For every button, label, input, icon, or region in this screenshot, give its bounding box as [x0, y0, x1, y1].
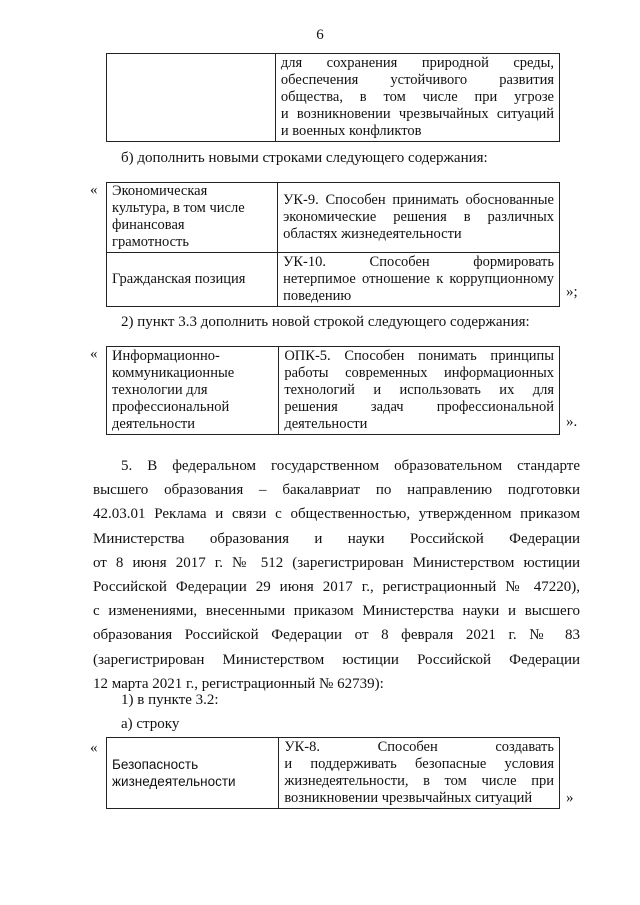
text-line: от 8 июня 2017 г. № 512 (зарегистрирован Министерством юстиции [93, 554, 580, 571]
cell-line: Гражданская позиция [112, 271, 246, 287]
paragraph-b: б) дополнить новыми строками следующего содержания: [121, 150, 488, 166]
close-quote: » [566, 790, 574, 806]
text-line: с изменениями, внесенными приказом Министерства науки и высшего [93, 603, 580, 620]
cell-line: Экономическая [112, 183, 208, 199]
cell-line: возникновении чрезвычайных ситуаций [284, 790, 533, 806]
table-cell-right [278, 183, 560, 253]
table-row [107, 183, 560, 253]
cell-line: технологий и использовать их для [284, 382, 554, 398]
cell-line: профессиональной [112, 399, 230, 415]
open-quote: « [90, 182, 98, 198]
cell-line: УК-9. Способен принимать обоснованные [283, 192, 554, 208]
cell-line: грамотность [112, 234, 189, 250]
cell-line: жизнедеятельности [112, 774, 236, 789]
cell-line: Безопасность [112, 757, 199, 772]
table-b [106, 182, 560, 307]
cell-line: и возникновении чрезвычайных ситуаций [280, 106, 554, 122]
text-line: высшего образования – бакалавриат по направлению подготовки [93, 482, 580, 499]
table-cell-right [278, 253, 560, 307]
cell-line: жизнедеятельности, в том числе при [284, 773, 554, 789]
cell-line: технологии для [112, 382, 208, 398]
text-line: 12 марта 2021 г., регистрационный № 62739): [93, 675, 384, 692]
cell-line: и поддерживать безопасные условия [284, 756, 554, 772]
cell-line: УК-8. Способен создавать [284, 739, 554, 755]
text-line: (зарегистрирован Министерством юстиции Российской Федерации [93, 651, 580, 668]
table-cell-right [275, 54, 559, 142]
cell-line: нетерпимое отношение к коррупционному [283, 271, 554, 287]
table-cell-left [107, 347, 279, 435]
cell-line: деятельности [112, 416, 196, 432]
cell-line: областях жизнедеятельности [283, 226, 462, 242]
cell-line: ОПК-5. Способен понимать принципы [284, 348, 554, 364]
table-cell-left [107, 253, 278, 307]
table-row [107, 347, 560, 435]
text-line: образования Российской Федерации от 8 февраля 2021 г. № 83 [93, 627, 580, 644]
cell-line: обеспечения устойчивого развития [280, 72, 554, 88]
open-quote: « [90, 740, 98, 756]
table-cell-empty [107, 54, 276, 142]
cell-line: поведению [283, 288, 352, 304]
item-a: а) строку [121, 716, 180, 732]
cell-line: общества, в том числе при угрозе [280, 89, 554, 105]
cell-line: экономические решения в различных [283, 209, 554, 225]
text-line: Министерства образования и науки Российской Федерации [93, 530, 580, 547]
table-row [107, 738, 560, 809]
cell-line: работы современных информационных [284, 365, 554, 381]
section-5-paragraph [93, 454, 580, 696]
text-line: 5. В федеральном государственном образовательном стандарте [121, 458, 580, 474]
cell-line: УК-10. Способен формировать [283, 254, 554, 270]
cell-line: культура, в том числе [112, 200, 245, 216]
table-2 [106, 346, 560, 435]
cell-line: решения задач профессиональной [284, 399, 554, 415]
page-number: 6 [316, 27, 324, 43]
cell-line: и военных конфликтов [280, 123, 422, 139]
table-row [107, 253, 560, 307]
table-cell-left [107, 738, 279, 809]
cell-line: деятельности [284, 416, 368, 432]
paragraph-2: 2) пункт 3.3 дополнить новой строкой следующего содержания: [121, 314, 530, 330]
table-row [107, 54, 560, 142]
cell-line: Информационно- [112, 348, 220, 364]
cell-line: финансовая [112, 217, 185, 233]
text-line: 42.03.01 Реклама и связи с общественностью, утвержденном приказом [93, 506, 580, 523]
table-cell-right [279, 347, 560, 435]
table-continuation [106, 53, 560, 142]
item-1: 1) в пункте 3.2: [121, 692, 219, 708]
text-line: Российской Федерации 29 июня 2017 г., регистрационный № 47220), [93, 579, 580, 596]
table-last [106, 737, 560, 809]
close-quote: ». [566, 414, 578, 430]
close-quote: »; [566, 284, 578, 300]
table-cell-left [107, 183, 278, 253]
cell-line: для сохранения природной среды, [280, 55, 554, 71]
open-quote: « [90, 346, 98, 362]
table-cell-right [279, 738, 560, 809]
cell-line: коммуникационные [112, 365, 235, 381]
